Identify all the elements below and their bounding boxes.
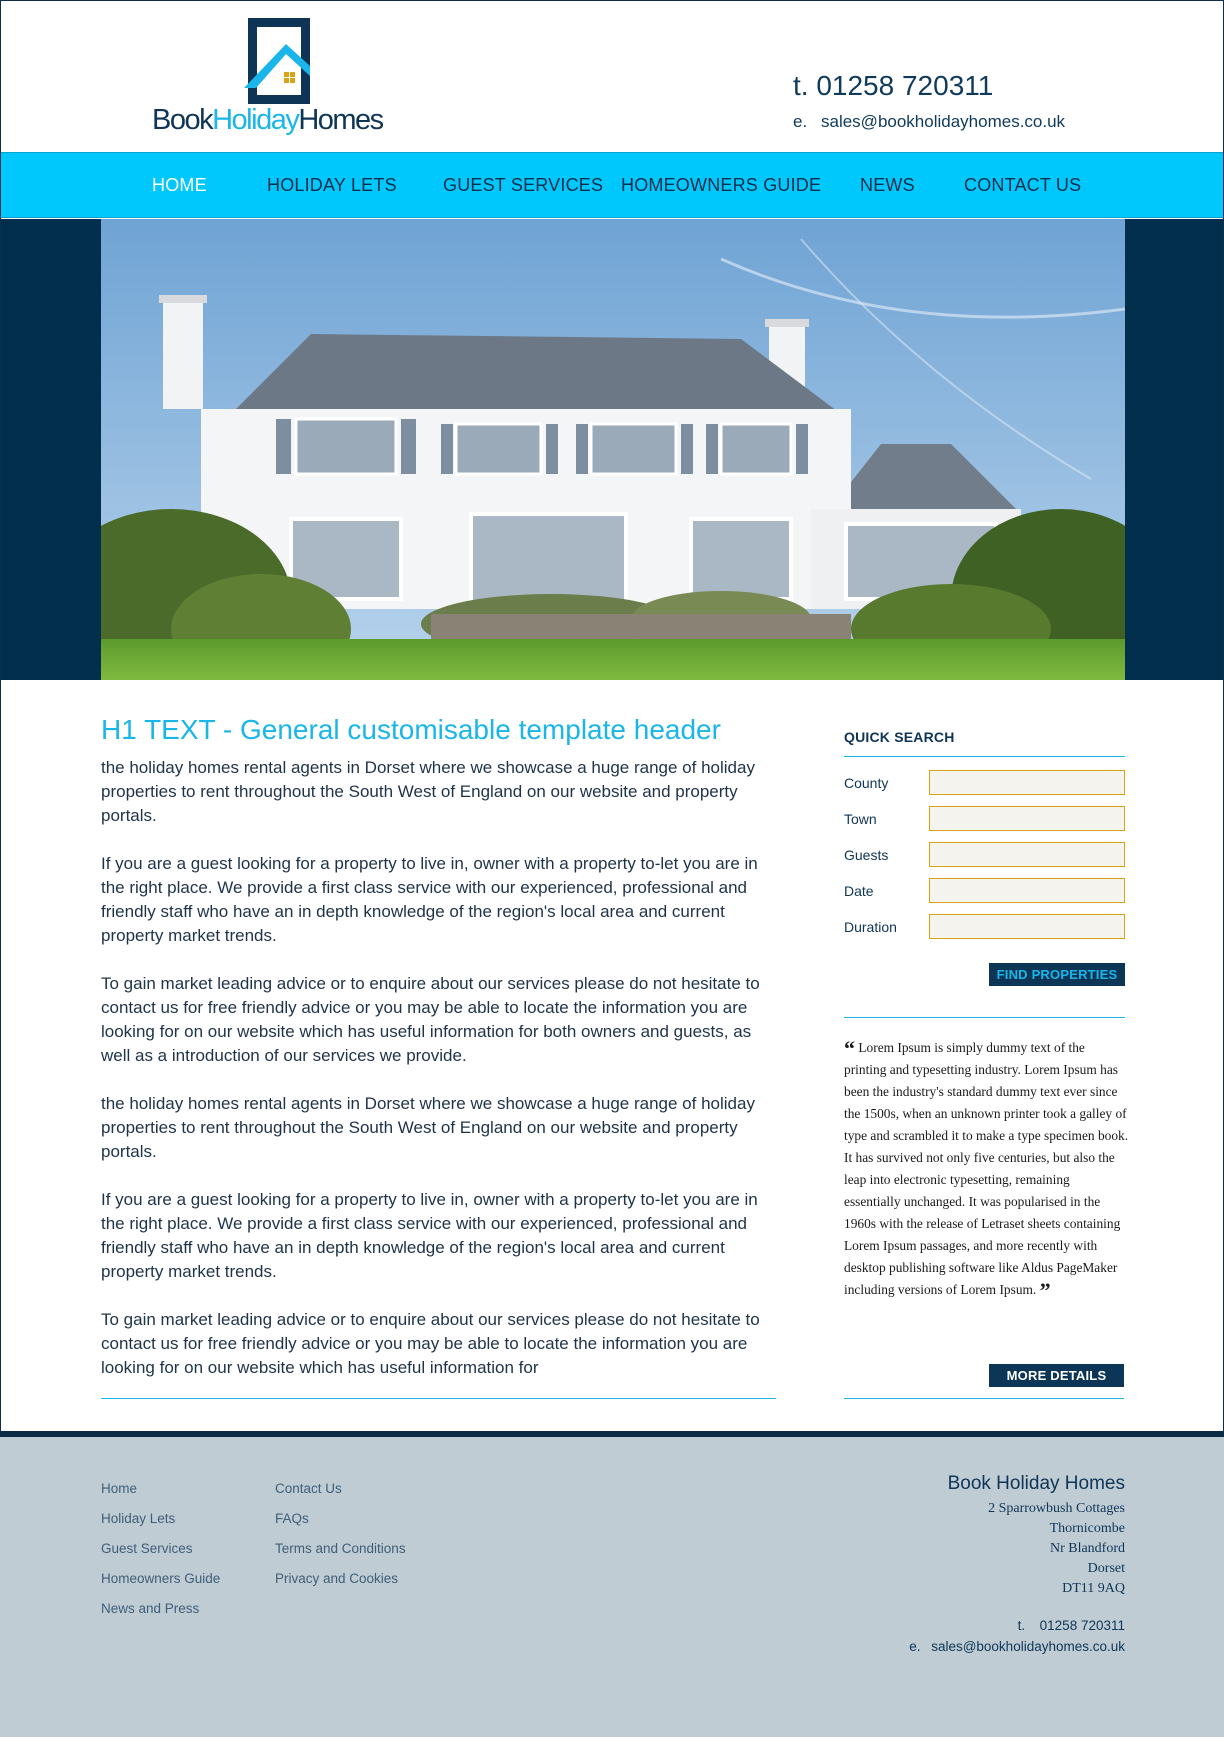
nav-holiday-lets[interactable]: HOLIDAY LETS (267, 175, 397, 195)
address-line: Thornicombe (1049, 1521, 1125, 1536)
duration-row (844, 914, 1125, 950)
footer-link-contact-us[interactable]: Contact Us (275, 1481, 342, 1496)
address-line: Dorset (1087, 1561, 1125, 1576)
town-row (844, 806, 1125, 842)
header-contact (793, 70, 1065, 132)
sidebar-divider (844, 1017, 1125, 1018)
guests-label: Guests (844, 847, 889, 863)
address-line: 2 Sparrowbush Cottages (988, 1501, 1125, 1516)
footer-link-guest-services[interactable]: Guest Services (101, 1541, 193, 1556)
date-label: Date (844, 883, 874, 899)
address-line: DT11 9AQ (1062, 1581, 1125, 1596)
intro-paragraph: the holiday homes rental agents in Dorset where we showcase a huge range of holiday properties to rent throughout the South West of England on our website and property portals. (101, 758, 755, 825)
nav-home[interactable]: HOME (152, 175, 207, 195)
logo-word-homes: Homes (298, 104, 383, 136)
house-photo-illustration (101, 219, 1125, 680)
nav-guest-services[interactable]: GUEST SERVICES (443, 175, 604, 195)
date-row (844, 878, 1125, 914)
footer-link-holiday-lets[interactable]: Holiday Lets (101, 1511, 176, 1526)
guests-input[interactable] (929, 842, 1125, 867)
county-row (844, 770, 1125, 806)
footer-company-name: Book Holiday Homes (947, 1473, 1125, 1494)
house-logo-icon (244, 18, 314, 104)
intro-paragraph: the holiday homes rental agents in Dorset where we showcase a huge range of holiday properties to rent throughout the South West of England on our website and property portals. (101, 1094, 755, 1161)
footer-link-home[interactable]: Home (101, 1481, 138, 1496)
header-email-link[interactable]: sales@bookholidayhomes.co.uk (821, 112, 1066, 131)
content-divider (101, 1398, 776, 1399)
footer-link-news-and-press[interactable]: News and Press (101, 1601, 200, 1616)
footer-contact (909, 1615, 1125, 1657)
guests-row (844, 842, 1125, 878)
quick-search-title: QUICK SEARCH (844, 729, 955, 745)
site-logo[interactable] (152, 18, 402, 140)
county-label: County (844, 775, 889, 791)
footer-email[interactable]: sales@bookholidayhomes.co.uk (931, 1639, 1125, 1654)
logo-wordmark (152, 104, 383, 137)
footer-link-terms[interactable]: Terms and Conditions (275, 1541, 406, 1556)
testimonial-text: Lorem Ipsum is simply dummy text of the printing and typesetting industry. Lorem Ipsum has been the industry's standard dummy text ever since the 1500s, when an unknown printer took a galley of type and scrambled it to make a type specimen book. It has survived not only five centuries, but also the leap into electronic typesetting, remaining essentially unchanged. It was popularised in the 1960s with the release of Letraset sheets containing Lorem Ipsum passages, and more recently with desktop publishing software like Aldus PageMaker including versions of Lorem Ipsum. (844, 1040, 1129, 1297)
footer-email-row (909, 1636, 1125, 1657)
intro-paragraph: If you are a guest looking for a property to live in, owner with a property to-let you are in the right place. We provide a first class service with our experienced, professional and friendly staff who have an in depth knowledge of the region's local area and current property market trends. (101, 1190, 758, 1281)
sidebar-bottom-divider (844, 1398, 1124, 1399)
intro-text (101, 756, 781, 1378)
county-input[interactable] (929, 770, 1125, 795)
site-header (0, 0, 1224, 152)
open-quote-icon: “ (844, 1036, 855, 1061)
intro-paragraph: To gain market leading advice or to enquire about our services please do not hesitate to contact us for free friendly advice or you may be able to locate the information you are looking for on our website which has useful information for both owners and guests, as well as a introduction of our services we provide. (101, 974, 760, 1065)
site-footer (0, 1437, 1224, 1737)
logo-word-holiday: Holiday (212, 104, 299, 136)
hero-image (101, 219, 1125, 680)
duration-input[interactable] (929, 914, 1125, 939)
footer-email-label: e. (909, 1639, 921, 1654)
duration-label: Duration (844, 919, 897, 935)
main-nav (1, 152, 1223, 218)
footer-phone-label: t. (1017, 1618, 1026, 1633)
footer-phone-row (909, 1615, 1125, 1636)
town-input[interactable] (929, 806, 1125, 831)
testimonial-quote (844, 1037, 1129, 1301)
intro-paragraph: If you are a guest looking for a property to live in, owner with a property to-let you are in the right place. We provide a first class service with our experienced, professional and friendly staff who have an in depth knowledge of the region's local area and current property market trends. (101, 854, 758, 945)
quick-search-divider (844, 756, 1125, 757)
footer-links-column-2 (275, 1479, 406, 1599)
logo-word-book: Book (152, 104, 213, 136)
address-line: Nr Blandford (1049, 1541, 1125, 1556)
footer-links-column-1 (101, 1479, 220, 1629)
quick-search-form (844, 770, 1125, 950)
nav-contact-us[interactable]: CONTACT US (964, 175, 1082, 195)
intro-paragraph: To gain market leading advice or to enquire about our services please do not hesitate to contact us for free friendly advice or you may be able to locate the information you are looking for on our website which has useful information for (101, 1310, 760, 1377)
find-properties-button[interactable]: FIND PROPERTIES (989, 963, 1125, 986)
footer-link-privacy[interactable]: Privacy and Cookies (275, 1571, 399, 1586)
header-phone[interactable]: t. 01258 720311 (793, 70, 994, 101)
footer-phone[interactable]: 01258 720311 (1039, 1618, 1125, 1633)
page-title: H1 TEXT - General customisable template header (101, 714, 721, 745)
footer-address (909, 1473, 1125, 1657)
nav-news[interactable]: NEWS (860, 175, 915, 195)
more-details-button[interactable]: MORE DETAILS (989, 1364, 1124, 1387)
footer-link-homeowners-guide[interactable]: Homeowners Guide (101, 1571, 221, 1586)
header-email-row (793, 112, 1065, 132)
town-label: Town (844, 811, 877, 827)
close-quote-icon: ” (1039, 1278, 1051, 1303)
nav-homeowners-guide[interactable]: HOMEOWNERS GUIDE (621, 175, 822, 195)
footer-link-faqs[interactable]: FAQs (275, 1511, 309, 1526)
header-email-label: e. (793, 112, 808, 131)
date-input[interactable] (929, 878, 1125, 903)
